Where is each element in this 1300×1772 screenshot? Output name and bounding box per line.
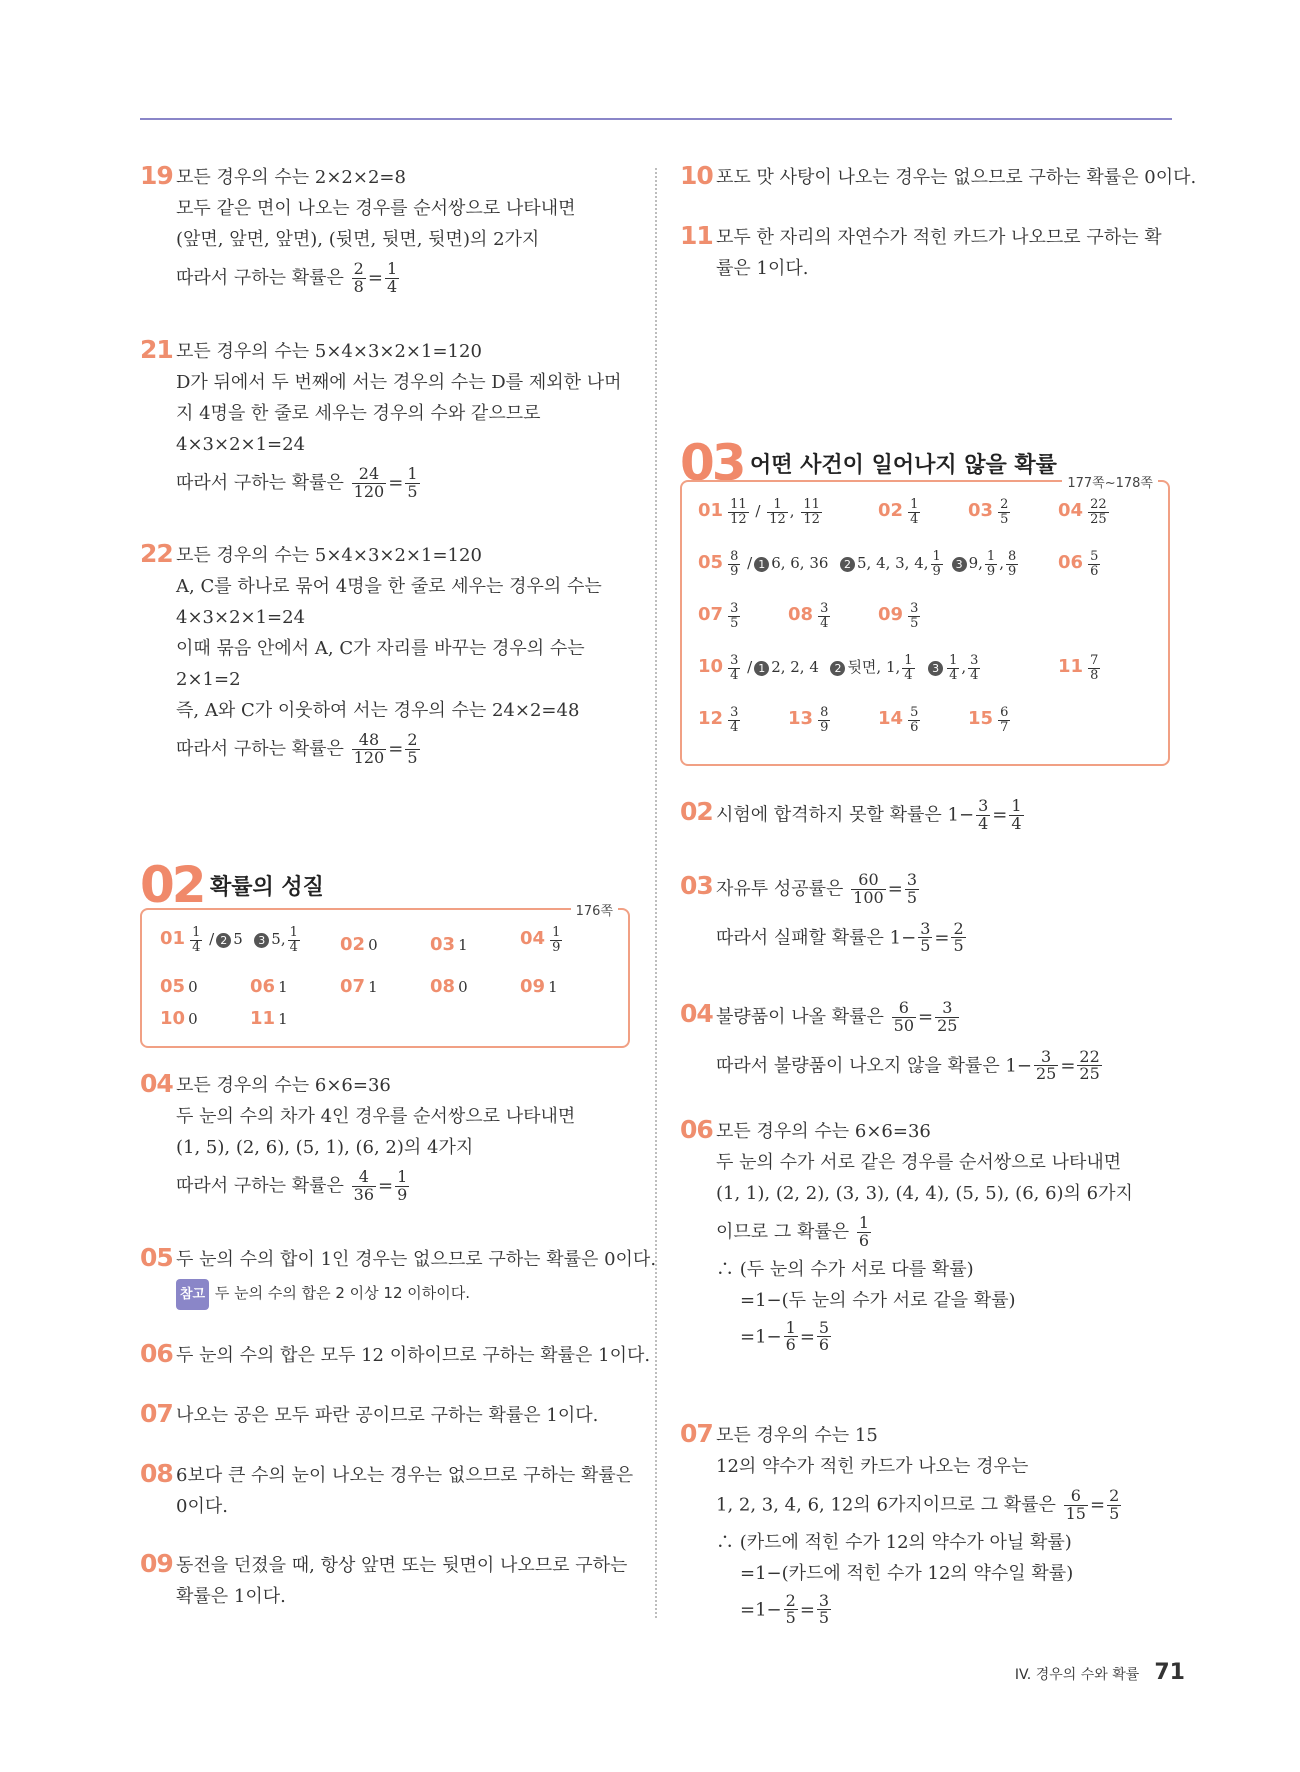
note-tag: 참고 xyxy=(176,1279,209,1310)
answer-11: 11 1 xyxy=(250,1008,288,1029)
answer-04: 04 $\frac{1}{9}$ xyxy=(520,925,561,955)
line: 모든 경우의 수는 5×4×3×2×1=120 xyxy=(176,341,482,362)
fraction: $\frac{2}{5}$ xyxy=(953,918,964,956)
line: 1, 2, 3, 4, 6, 12의 6가지이므로 그 확률은 xyxy=(716,1494,1056,1516)
problem-number: 04 xyxy=(680,999,713,1028)
answer-box-03 xyxy=(680,476,1170,766)
line: 두 눈의 수의 합은 모두 12 이하이므로 구하는 확률은 1이다. xyxy=(176,1345,651,1366)
problem-10 xyxy=(680,162,1196,193)
answer-05: 05 0 xyxy=(160,976,198,997)
line: 2×1=2 xyxy=(176,669,241,690)
line: =1− xyxy=(740,1598,782,1620)
line: 따라서 구하는 확률은 xyxy=(176,1175,344,1197)
answer-13: 13 $\frac{8}{9}$ xyxy=(788,705,829,735)
line: 모든 경우의 수는 6×6=36 xyxy=(176,1075,391,1096)
line: 자유투 성공률은 xyxy=(716,878,844,900)
line: 시험에 합격하지 못할 확률은 1− xyxy=(716,804,975,826)
footer-chapter: IV. 경우의 수와 확률 xyxy=(1014,1667,1140,1683)
problem-number: 07 xyxy=(680,1419,713,1448)
line: =1−(카드에 적힌 수가 12의 약수일 확률) xyxy=(740,1562,1074,1584)
line: 4×3×2×1=24 xyxy=(176,607,306,628)
problem-number: 22 xyxy=(140,539,173,568)
answer-08: 08 $\frac{3}{4}$ xyxy=(788,601,829,631)
fraction: $\frac{1}{6}$ xyxy=(858,1213,870,1250)
problem-06 xyxy=(140,1340,650,1371)
fraction: $\frac{22}{25}$ xyxy=(1079,1046,1100,1084)
fraction: $\frac{1}{4}$ xyxy=(386,259,398,296)
line: 6보다 큰 수의 눈이 나오는 경우는 없으므로 구하는 확률은 xyxy=(176,1465,634,1486)
line: 0이다. xyxy=(176,1496,228,1517)
answer-03: 03 $\frac{2}{5}$ xyxy=(968,497,1009,527)
problem-21: 21 모든 경우의 수는 5×4×3×2×1=120 D가 뒤에서 두 번째에 서는 경우의 수는 D를 제외한 나머 지 4명을 한 줄로 세우는 경우의 수와 같으므로 4×3×2×1=24 따라서 구하는 확률은 $\frac{24}{120}$ = $\frac{1}{5}$ xyxy=(140,335,622,501)
fraction: $\frac{3}{5}$ xyxy=(906,870,917,907)
answer-10: 10 $\frac{3}{4}$ / 1 2, 2, 4 2 뒷면, 1, $\frac{1}{4}$ 3 $\frac{1}{4}$ , $\frac{3}{4}$ xyxy=(698,653,979,683)
answer-12: 12 $\frac{3}{4}$ xyxy=(698,705,739,735)
fraction: $\frac{24}{120}$ xyxy=(353,464,385,501)
line: 따라서 구하는 확률은 xyxy=(176,472,344,494)
note-text: 두 눈의 수의 합은 2 이상 12 이하이다. xyxy=(214,1284,471,1302)
page-reference: 177쪽~178쪽 xyxy=(1062,472,1158,491)
fraction: $\frac{2}{5}$ xyxy=(1109,1486,1120,1523)
answer-02: 02 0 xyxy=(340,934,378,955)
fraction: $\frac{3}{25}$ xyxy=(937,998,958,1035)
fraction: $\frac{1}{5}$ xyxy=(407,464,418,501)
line: A, C를 하나로 묶어 4명을 한 줄로 세우는 경우의 수는 xyxy=(176,576,602,597)
line: 모든 경우의 수는 2×2×2=8 xyxy=(176,167,406,188)
circled-number: 1 xyxy=(754,661,769,676)
answer-14: 14 $\frac{5}{6}$ xyxy=(878,705,919,735)
answer-03: 03 1 xyxy=(430,934,468,955)
section-number: 02 xyxy=(140,856,204,914)
problem-19: 19 모든 경우의 수는 2×2×2=8 모두 같은 면이 나오는 경우를 순서쌍으로 나타내면 (앞면, 앞면, 앞면), (뒷면, 뒷면, 뒷면)의 2가지 따라서 구하는 확률은 $\frac{2}{8}$ = $\frac{1}{4}$ xyxy=(140,161,576,296)
answer-09: 09 1 xyxy=(520,976,558,997)
answer-10: 10 0 xyxy=(160,1008,198,1029)
line: ∴ (두 눈의 수가 서로 다를 확률) xyxy=(716,1258,974,1280)
problem-05 xyxy=(140,1244,656,1310)
fraction: $\frac{3}{25}$ xyxy=(1035,1046,1057,1084)
answer-06: 06 1 xyxy=(250,976,288,997)
fraction: $\frac{3}{4}$ xyxy=(978,796,989,833)
section-title: 확률의 성질 xyxy=(210,875,324,900)
problem-number: 06 xyxy=(680,1115,713,1144)
fraction: $\frac{5}{6}$ xyxy=(818,1317,830,1355)
fraction: $\frac{2}{8}$ xyxy=(353,259,364,296)
answer-box-02 xyxy=(140,904,630,1048)
problem-number: 04 xyxy=(140,1069,173,1098)
fraction: $\frac{2}{5}$ xyxy=(407,730,418,767)
problem-11 xyxy=(680,222,1162,284)
answer-01: 01 $\frac{1}{4}$ / 2 5 3 5, $\frac{1}{4}$ xyxy=(160,925,298,955)
problem-07 xyxy=(140,1400,598,1431)
problem-number: 09 xyxy=(140,1549,173,1578)
fraction: $\frac{48}{120}$ xyxy=(353,730,385,767)
problem-04: 04 모든 경우의 수는 6×6=36 두 눈의 수의 차가 4인 경우를 순서쌍으로 나타내면 (1, 5), (2, 6), (5, 1), (6, 2)의 4가지 따라서 구하는 확률은 $\frac{4}{36}$ = $\frac{1}{9}$ xyxy=(140,1069,576,1204)
circled-number: 1 xyxy=(754,557,769,572)
answer-05: 05 $\frac{8}{9}$ / 1 6, 6, 36 2 5, 4, 3, 4, $\frac{1}{9}$ 3 9, $\frac{1}{9}$ , $\frac{8}{9}$ xyxy=(698,549,1017,579)
circled-number: 2 xyxy=(840,557,855,572)
circled-number: 3 xyxy=(254,933,269,948)
line: 모두 같은 면이 나오는 경우를 순서쌍으로 나타내면 xyxy=(176,198,576,219)
problem-09 xyxy=(140,1550,627,1612)
answer-08: 08 0 xyxy=(430,976,468,997)
problem-08 xyxy=(140,1460,633,1522)
fraction: $\frac{3}{5}$ xyxy=(818,1590,830,1628)
line: 불량품이 나올 확률은 xyxy=(716,1006,884,1028)
answer-06: 06 $\frac{5}{6}$ xyxy=(1058,549,1099,579)
problem-07-right: 07 모든 경우의 수는 15 12의 약수가 적힌 카드가 나오는 경우는 1, 2, 3, 4, 6, 12의 6가지이므로 그 확률은 $\frac{6}{15}$ = $\frac{2}{5}$ ∴ (카드에 적힌 수가 12의 약수가 아닐 확률) =1−(카드에 적힌 수가 12의 약수일 확률) =1− $\frac{2}{5}$ = $\frac{3}{5}$ xyxy=(680,1420,1123,1627)
line: 4×3×2×1=24 xyxy=(176,434,306,455)
section-number: 03 xyxy=(680,434,744,492)
column-divider xyxy=(655,168,657,1618)
top-rule xyxy=(140,118,1172,120)
answer-11: 11 $\frac{7}{8}$ xyxy=(1058,653,1099,683)
problem-03: 03 자유투 성공률은 $\frac{60}{100}$ = $\frac{3}{5}$ 따라서 실패할 확률은 1− $\frac{3}{5}$ = $\frac{2}{5}$ xyxy=(680,870,964,956)
problem-number: 10 xyxy=(680,161,713,190)
problem-number: 03 xyxy=(680,871,713,900)
line: 나오는 공은 모두 파란 공이므로 구하는 확률은 1이다. xyxy=(176,1405,599,1426)
fraction: $\frac{4}{36}$ xyxy=(353,1167,375,1204)
problem-number: 21 xyxy=(140,335,173,364)
problem-22: 22 모든 경우의 수는 5×4×3×2×1=120 A, C를 하나로 묶어 4명을 한 줄로 세우는 경우의 수는 4×3×2×1=24 이때 묶음 안에서 A, C가 자리를 바꾸는 경우의 수는 2×1=2 즉, A와 C가 이웃하여 서는 경우의 수는 24×2=48 따라서 구하는 확률은 $\frac{48}{120}$ = $\frac{2}{5}$ xyxy=(140,539,602,767)
circled-number: 3 xyxy=(952,557,967,572)
line: 12의 약수가 적힌 카드가 나오는 경우는 xyxy=(716,1456,1029,1477)
fraction: $\frac{1}{4}$ xyxy=(1011,796,1022,833)
problem-number: 11 xyxy=(680,221,713,250)
line: 모든 경우의 수는 6×6=36 xyxy=(716,1121,931,1142)
problem-number: 02 xyxy=(680,797,713,826)
fraction: $\frac{3}{5}$ xyxy=(920,918,931,956)
fraction: $\frac{1}{6}$ xyxy=(785,1317,796,1355)
line: 두 눈의 수의 합이 1인 경우는 없으므로 구하는 확률은 0이다. xyxy=(176,1249,657,1270)
page-reference: 176쪽 xyxy=(571,900,618,919)
line: 확률은 1이다. xyxy=(176,1586,286,1607)
problem-number: 19 xyxy=(140,161,173,190)
problem-number: 06 xyxy=(140,1339,173,1368)
line: 이므로 그 확률은 xyxy=(716,1221,850,1243)
circled-number: 3 xyxy=(928,661,943,676)
line: (앞면, 앞면, 앞면), (뒷면, 뒷면, 뒷면)의 2가지 xyxy=(176,229,540,250)
line: 즉, A와 C가 이웃하여 서는 경우의 수는 24×2=48 xyxy=(176,700,580,721)
problem-number: 07 xyxy=(140,1399,173,1428)
line: 동전을 던졌을 때, 항상 앞면 또는 뒷면이 나오므로 구하는 xyxy=(176,1555,628,1576)
fraction: $\frac{6}{50}$ xyxy=(893,998,915,1035)
problem-06-right: 06 모든 경우의 수는 6×6=36 두 눈의 수가 서로 같은 경우를 순서쌍으로 나타내면 (1, 1), (2, 2), (3, 3), (4, 4), (5, 5), (6, 6)의 6가지 이므로 그 확률은 $\frac{1}{6}$ ∴ (두 눈의 수가 서로 다를 확률) =1−(두 눈의 수가 서로 같을 확률) =1− $\frac{1}{6}$ = $\frac{5}{6}$ xyxy=(680,1115,1133,1355)
problem-04-right: 04 불량품이 나올 확률은 $\frac{6}{50}$ = $\frac{3}{25}$ 따라서 불량품이 나오지 않을 확률은 1− $\frac{3}{25}$ = $\frac{22}{25}$ xyxy=(680,998,1100,1084)
fraction: $\frac{60}{100}$ xyxy=(853,870,884,907)
circled-number: 2 xyxy=(830,661,845,676)
line: 이때 묶음 안에서 A, C가 자리를 바꾸는 경우의 수는 xyxy=(176,638,585,659)
answer-15: 15 $\frac{6}{7}$ xyxy=(968,705,1009,735)
section-title: 어떤 사건이 일어나지 않을 확률 xyxy=(750,453,1057,478)
line: 모든 경우의 수는 15 xyxy=(716,1425,878,1446)
answer-01: 01 $\frac{11}{12}$ / $\frac{1}{12}$ , $\frac{11}{12}$ xyxy=(698,497,820,527)
line: 포도 맛 사탕이 나오는 경우는 없으므로 구하는 확률은 0이다. xyxy=(716,167,1197,188)
line: (1, 1), (2, 2), (3, 3), (4, 4), (5, 5), (6, 6)의 6가지 xyxy=(716,1183,1133,1204)
answer-07: 07 1 xyxy=(340,976,378,997)
line: 두 눈의 수의 차가 4인 경우를 순서쌍으로 나타내면 xyxy=(176,1106,576,1127)
line: =1− xyxy=(740,1325,782,1347)
line: ∴ (카드에 적힌 수가 12의 약수가 아닐 확률) xyxy=(716,1531,1072,1553)
section-02-header xyxy=(140,856,630,914)
line: 모두 한 자리의 자연수가 적힌 카드가 나오므로 구하는 확 xyxy=(716,227,1162,248)
line: 두 눈의 수가 서로 같은 경우를 순서쌍으로 나타내면 xyxy=(716,1152,1122,1173)
fraction: $\frac{6}{15}$ xyxy=(1065,1486,1086,1523)
circled-number: 2 xyxy=(216,933,231,948)
answer-09: 09 $\frac{3}{5}$ xyxy=(878,601,919,631)
line: D가 뒤에서 두 번째에 서는 경우의 수는 D를 제외한 나머 xyxy=(176,372,622,393)
answer-07: 07 $\frac{3}{5}$ xyxy=(698,601,739,631)
fraction: $\frac{2}{5}$ xyxy=(785,1590,796,1628)
fraction: $\frac{1}{9}$ xyxy=(397,1167,408,1204)
line: =1−(두 눈의 수가 서로 같을 확률) xyxy=(740,1289,1016,1311)
line: 따라서 실패할 확률은 1− xyxy=(716,926,917,948)
line: (1, 5), (2, 6), (5, 1), (6, 2)의 4가지 xyxy=(176,1137,474,1158)
problem-number: 05 xyxy=(140,1243,173,1272)
page-footer xyxy=(1015,1660,1185,1685)
line: 모든 경우의 수는 5×4×3×2×1=120 xyxy=(176,545,482,566)
problem-number: 08 xyxy=(140,1459,173,1488)
answer-04: 04 $\frac{22}{25}$ xyxy=(1058,497,1107,527)
line: 지 4명을 한 줄로 세우는 경우의 수와 같으므로 xyxy=(176,403,541,424)
answer-02: 02 $\frac{1}{4}$ xyxy=(878,497,919,527)
problem-02: 02 시험에 합격하지 못할 확률은 1− $\frac{3}{4}$ = $\frac{1}{4}$ xyxy=(680,796,1022,833)
line: 따라서 구하는 확률은 xyxy=(176,738,344,760)
line: 따라서 구하는 확률은 xyxy=(176,267,344,289)
line: 따라서 불량품이 나오지 않을 확률은 1− xyxy=(716,1054,1032,1076)
page-number: 71 xyxy=(1154,1660,1185,1685)
line: 률은 1이다. xyxy=(716,258,809,279)
